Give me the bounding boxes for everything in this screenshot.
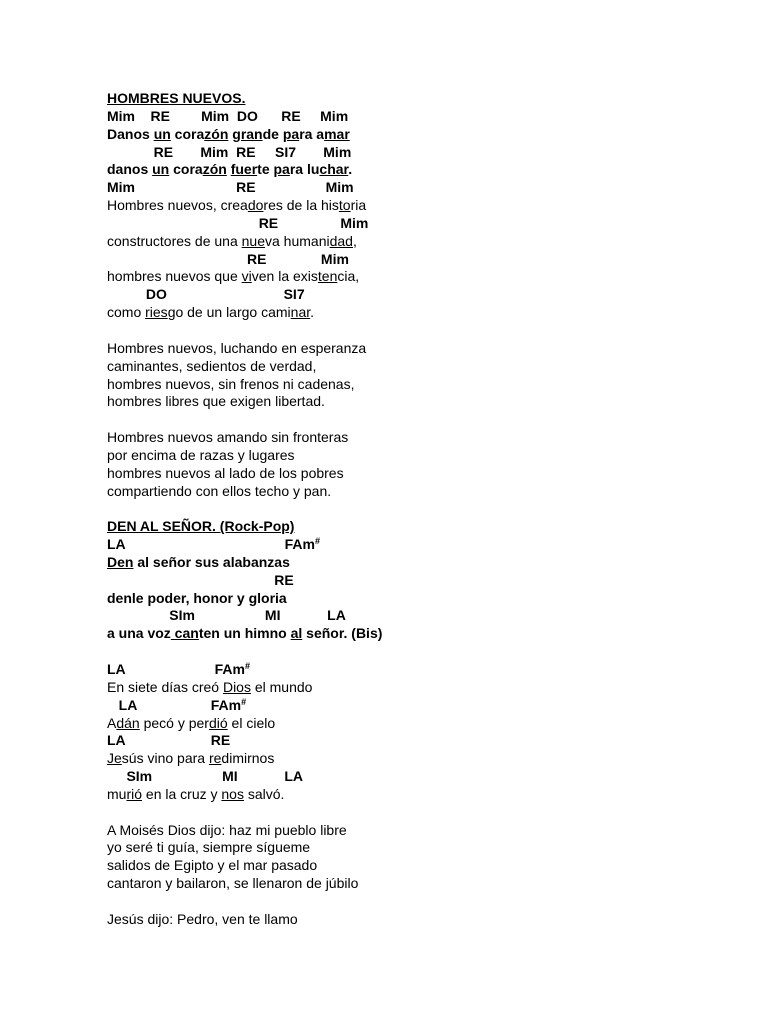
text-segment: Danos [107,125,154,142]
underlined-syllable: pa [282,125,300,142]
text-segment: a una voz [107,625,171,642]
lyric-line [107,715,727,733]
blank-line [107,322,727,340]
lyric-line [107,679,727,697]
text-segment: el cielo [227,714,276,731]
song-block [107,518,727,928]
text-segment: como [107,304,146,321]
lyric-line [107,197,727,215]
song-title [107,90,727,108]
text-segment: cora [169,161,203,178]
text-segment: . [310,304,315,321]
lyric-line [107,233,727,251]
underlined-syllable: un [152,161,170,178]
chord-line [107,768,727,786]
blank-line [107,893,727,911]
lyric-line [107,554,727,572]
text-segment: cia, [337,268,360,285]
text-segment: denle poder, honor y gloria [107,589,287,606]
underlined-syllable: Den [107,553,134,570]
underlined-syllable: mar [324,125,350,142]
underlined-syllable: gran [232,125,263,142]
text-segment: cora [170,125,205,142]
underlined-syllable: nar [290,304,311,321]
lyric-line [107,786,727,804]
underlined-syllable: HOMBRES NUEVOS. [107,90,246,106]
lyric-line [107,429,727,447]
lyric-line [107,447,727,465]
chord-line [107,286,727,304]
underlined-syllable: zón [202,161,227,178]
lyric-line [107,857,727,875]
underlined-syllable: to [338,197,351,214]
lyric-line [107,839,727,857]
lyric-line [107,465,727,483]
text-segment: en la cruz y [142,785,222,802]
underlined-syllable: rió [126,785,143,802]
lyric-line [107,750,727,768]
text-segment: RE Mim [107,214,369,231]
sharp-symbol: # [244,661,250,671]
text-segment: LA FAm [107,696,242,713]
text-segment: go de un largo cami [167,304,291,321]
chord-line [107,179,727,197]
text-segment: señor. (Bis) [302,625,383,642]
text-segment: A Moisés Dios dijo: haz mi pueblo libre [107,821,347,838]
text-segment: ria [350,197,367,214]
text-segment: RE Mim RE SI7 Mim [107,143,352,160]
text-segment: SIm MI LA [107,768,304,785]
lyric-line [107,161,727,179]
lyric-line [107,376,727,394]
lyric-line [107,268,727,286]
chord-line [107,215,727,233]
chord-line [107,108,727,126]
text-segment: ten un himno [198,625,291,642]
text-segment: cantaron y bailaron, se llenaron de júbilo [107,875,359,892]
text-segment: A [107,714,117,731]
underlined-syllable: Dios [222,678,251,695]
text-segment: salidos de Egipto y el mar pasado [107,857,318,874]
text-segment: En siete días creó [107,678,223,695]
underlined-syllable: dió [208,714,228,731]
text-segment: Hombres nuevos, crea [107,197,248,214]
song-block [107,90,727,518]
text-segment: pecó y per [139,714,209,731]
text-segment: compartiendo con ellos techo y pan. [107,482,332,499]
underlined-syllable: zón [204,125,229,142]
text-segment: Mim RE Mim [107,179,354,196]
text-segment: RE Mim [107,250,349,267]
lyric-line [107,340,727,358]
text-segment: sús vino para [121,750,209,767]
text-segment: LA FAm [107,536,315,553]
chord-line [107,732,727,750]
text-segment: res de la his [263,197,339,214]
text-segment: SIm MI LA [107,607,346,624]
underlined-syllable: pa [273,161,290,178]
text-segment: ven la exis [251,268,318,285]
text-segment: Jesús dijo: Pedro, ven te llamo [107,910,298,927]
text-segment: dimirnos [221,750,275,767]
underlined-syllable: ries [145,304,168,321]
blank-line [107,643,727,661]
text-segment: LA FAm [107,661,245,677]
text-segment: salvó. [243,785,285,802]
text-segment: por encima de razas y lugares [107,446,295,463]
blank-line [107,500,727,518]
text-segment: de [262,125,283,142]
text-segment: danos [107,161,153,178]
text-segment: . [348,161,353,178]
text-segment: hombres nuevos, sin frenos ni cadenas, [107,375,355,392]
chord-line [107,572,727,590]
sharp-symbol: # [314,536,320,547]
chord-line [107,607,727,625]
song-title [107,518,727,536]
sharp-symbol: # [241,696,247,707]
text-segment: Hombres nuevos, luchando en esperanza [107,339,367,356]
text-segment: LA RE [107,732,231,749]
underlined-syllable: re [208,750,222,767]
underlined-syllable: un [153,125,171,142]
underlined-syllable: do [247,197,264,214]
blank-line [107,411,727,429]
chord-line [107,144,727,162]
underlined-syllable: ten [317,268,338,285]
text-segment: caminantes, sedientos de verdad, [107,357,317,374]
chord-line [107,661,727,679]
underlined-syllable: dad [329,232,353,249]
text-segment: Hombres nuevos amando sin fronteras [107,429,349,446]
chord-line [107,251,727,269]
text-segment: yo seré ti guía, siempre sígueme [107,839,311,856]
text-segment: RE [107,571,294,588]
text-segment: hombres nuevos que [107,268,242,285]
text-segment: , [352,232,357,249]
underlined-syllable: nue [241,232,265,249]
underlined-syllable: nos [221,785,244,802]
text-segment: te [257,161,274,178]
lyric-line [107,875,727,893]
text-segment: el mundo [250,678,313,695]
text-segment: al señor sus alabanzas [133,553,290,570]
underlined-syllable: char [319,161,349,178]
lyric-line [107,358,727,376]
text-segment: constructores de una [107,232,242,249]
text-segment: va humani [265,232,330,249]
lyric-line [107,625,727,643]
lyric-line [107,393,727,411]
text-segment: mu [107,785,127,802]
underlined-syllable: dán [116,714,140,731]
text-segment: hombres nuevos al lado de los pobres [107,464,344,481]
text-segment: Mim RE Mim DO RE Mim [107,107,349,124]
lyric-line [107,590,727,608]
text-segment: ra lu [289,161,320,178]
lyric-line [107,911,727,929]
chord-line [107,536,727,554]
underlined-syllable: fuer [230,161,258,178]
lyric-line [107,126,727,144]
lyric-line [107,304,727,322]
text-segment: DO SI7 [107,286,305,303]
underlined-syllable: Je [107,750,122,767]
lyric-line [107,822,727,840]
lyric-line [107,483,727,501]
chord-line [107,697,727,715]
song-document [107,90,727,929]
underlined-syllable: can [170,625,199,642]
text-segment: hombres libres que exigen libertad. [107,393,325,410]
underlined-syllable: vi [241,268,252,285]
underlined-syllable: DEN AL SEÑOR. (Rock-Pop) [107,518,295,535]
text-segment: ra a [299,125,325,142]
underlined-syllable: al [290,625,303,642]
blank-line [107,804,727,822]
